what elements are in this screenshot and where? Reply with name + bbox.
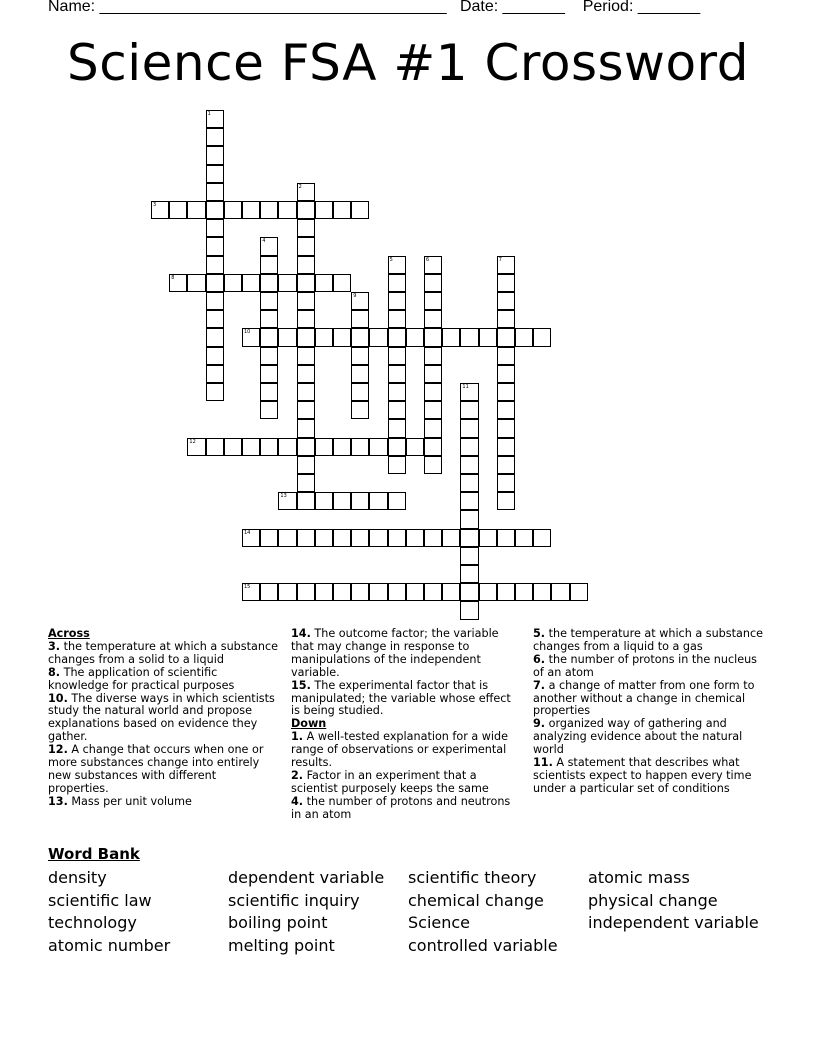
crossword-cell[interactable] bbox=[278, 492, 296, 510]
crossword-cell[interactable] bbox=[497, 438, 515, 456]
crossword-cell[interactable] bbox=[297, 419, 315, 437]
crossword-cell[interactable] bbox=[206, 183, 224, 201]
crossword-cell[interactable] bbox=[424, 274, 442, 292]
crossword-cell[interactable] bbox=[224, 201, 242, 219]
crossword-cell[interactable] bbox=[151, 201, 169, 219]
crossword-cell[interactable] bbox=[406, 328, 424, 346]
crossword-cell[interactable] bbox=[260, 583, 278, 601]
clue-number: 10 bbox=[244, 329, 251, 336]
crossword-cell[interactable] bbox=[206, 292, 224, 310]
crossword-cell[interactable] bbox=[497, 529, 515, 547]
clue-down-9: 9. organized way of gathering and analyzing evidence about the natural world bbox=[533, 717, 743, 757]
crossword-cell[interactable] bbox=[333, 583, 351, 601]
crossword-cell[interactable] bbox=[388, 456, 406, 474]
clue-across-14: 14. The outcome factor; the variable that may change in response to manipulations of the independent variable. bbox=[291, 627, 499, 679]
crossword-cell[interactable] bbox=[388, 583, 406, 601]
word-bank-item: dependent variable bbox=[228, 868, 385, 887]
crossword-cell[interactable] bbox=[333, 492, 351, 510]
crossword-cell[interactable] bbox=[278, 529, 296, 547]
clue-number: 11 bbox=[462, 384, 469, 390]
clue-across-13: 13. Mass per unit volume bbox=[48, 794, 192, 808]
crossword-cell[interactable] bbox=[297, 237, 315, 255]
clues-column-3 bbox=[533, 628, 771, 796]
crossword-cell[interactable] bbox=[460, 456, 478, 474]
crossword-cell[interactable] bbox=[242, 274, 260, 292]
crossword-cell[interactable] bbox=[297, 529, 315, 547]
crossword-cell[interactable] bbox=[497, 292, 515, 310]
word-bank-item: boiling point bbox=[228, 913, 328, 932]
word-bank-item: controlled variable bbox=[408, 936, 558, 955]
crossword-cell[interactable] bbox=[497, 456, 515, 474]
word-bank-item: chemical change bbox=[408, 891, 544, 910]
crossword-cell[interactable] bbox=[497, 310, 515, 328]
clue-number: 7 bbox=[498, 256, 502, 263]
crossword-cell[interactable] bbox=[479, 529, 497, 547]
crossword-cell[interactable] bbox=[187, 438, 205, 456]
word-bank-item: scientific theory bbox=[408, 868, 537, 887]
clue-number: 12 bbox=[189, 438, 196, 445]
crossword-cell[interactable] bbox=[351, 583, 369, 601]
across-heading: Across bbox=[48, 627, 90, 640]
crossword-cell[interactable] bbox=[351, 201, 369, 219]
clue-down-7: 7. a change of matter from one form to another without a change in chemical properties bbox=[533, 678, 755, 718]
crossword-cell[interactable] bbox=[206, 256, 224, 274]
crossword-cell[interactable] bbox=[460, 419, 478, 437]
crossword-cell[interactable] bbox=[206, 274, 224, 292]
crossword-cell[interactable] bbox=[187, 201, 205, 219]
crossword-cell[interactable] bbox=[388, 419, 406, 437]
crossword-cell[interactable] bbox=[460, 601, 478, 619]
crossword-cell[interactable] bbox=[297, 438, 315, 456]
crossword-cell[interactable] bbox=[297, 456, 315, 474]
clue-down-6: 6. the number of protons in the nucleus of an atom bbox=[533, 652, 758, 679]
crossword-cell[interactable] bbox=[515, 529, 533, 547]
crossword-cell[interactable] bbox=[297, 274, 315, 292]
crossword-cell[interactable] bbox=[333, 529, 351, 547]
crossword-cell[interactable] bbox=[242, 328, 260, 346]
word-bank-item: atomic mass bbox=[588, 868, 690, 887]
crossword-cell[interactable] bbox=[388, 529, 406, 547]
crossword-cell[interactable] bbox=[424, 310, 442, 328]
clue-number: 3 bbox=[153, 202, 157, 208]
crossword-cell[interactable] bbox=[315, 201, 333, 219]
crossword-cell[interactable] bbox=[206, 347, 224, 365]
crossword-cell[interactable] bbox=[260, 328, 278, 346]
crossword-cell[interactable] bbox=[297, 383, 315, 401]
crossword-cell[interactable] bbox=[206, 310, 224, 328]
crossword-cell[interactable] bbox=[369, 529, 387, 547]
crossword-cell[interactable] bbox=[351, 383, 369, 401]
clue-across-12: 12. A change that occurs when one or more substances change into entirely new substances with different properties. bbox=[48, 743, 264, 795]
crossword-cell[interactable] bbox=[424, 328, 442, 346]
crossword-cell[interactable] bbox=[351, 438, 369, 456]
crossword-cell[interactable] bbox=[515, 328, 533, 346]
crossword-cell[interactable] bbox=[351, 529, 369, 547]
crossword-cell[interactable] bbox=[278, 201, 296, 219]
clues-column-2 bbox=[291, 628, 517, 822]
crossword-cell[interactable] bbox=[479, 583, 497, 601]
crossword-cell[interactable] bbox=[315, 529, 333, 547]
crossword-cell[interactable] bbox=[260, 365, 278, 383]
crossword-cell[interactable] bbox=[297, 310, 315, 328]
crossword-cell[interactable] bbox=[260, 383, 278, 401]
crossword-cell[interactable] bbox=[388, 310, 406, 328]
crossword-cell[interactable] bbox=[260, 401, 278, 419]
crossword-cell[interactable] bbox=[515, 583, 533, 601]
word-bank-item: scientific law bbox=[48, 891, 152, 910]
clue-across-8: 8. The application of scientific knowledge for practical purposes bbox=[48, 665, 235, 692]
crossword-cell[interactable] bbox=[351, 365, 369, 383]
word-bank-item: density bbox=[48, 868, 107, 887]
crossword-cell[interactable] bbox=[297, 256, 315, 274]
crossword-cell[interactable] bbox=[388, 347, 406, 365]
header-fields: Name: _______________________________________ Date: _______ Period: _______ bbox=[48, 0, 701, 15]
crossword-cell[interactable] bbox=[369, 583, 387, 601]
crossword-cell[interactable] bbox=[388, 492, 406, 510]
crossword-cell[interactable] bbox=[297, 183, 315, 201]
crossword-cell[interactable] bbox=[333, 274, 351, 292]
word-bank-item: scientific inquiry bbox=[228, 891, 360, 910]
crossword-cell[interactable] bbox=[351, 292, 369, 310]
crossword-cell[interactable] bbox=[242, 529, 260, 547]
crossword-cell[interactable] bbox=[497, 256, 515, 274]
crossword-cell[interactable] bbox=[424, 583, 442, 601]
crossword-cell[interactable] bbox=[260, 237, 278, 255]
clue-across-3: 3. the temperature at which a substance changes from a solid to a liquid bbox=[48, 639, 278, 666]
crossword-cell[interactable] bbox=[460, 474, 478, 492]
crossword-cell[interactable] bbox=[315, 438, 333, 456]
crossword-cell[interactable] bbox=[315, 328, 333, 346]
crossword-cell[interactable] bbox=[388, 274, 406, 292]
clue-down-4: 4. the number of protons and neutrons in an atom bbox=[291, 794, 511, 821]
crossword-cell[interactable] bbox=[206, 383, 224, 401]
crossword-cell[interactable] bbox=[460, 383, 478, 401]
crossword-cell[interactable] bbox=[388, 256, 406, 274]
crossword-cell[interactable] bbox=[297, 583, 315, 601]
crossword-cell[interactable] bbox=[570, 583, 588, 601]
crossword-cell[interactable] bbox=[242, 201, 260, 219]
crossword-cell[interactable] bbox=[424, 292, 442, 310]
crossword-cell[interactable] bbox=[424, 347, 442, 365]
crossword-cell[interactable] bbox=[406, 583, 424, 601]
crossword-cell[interactable] bbox=[369, 438, 387, 456]
crossword-cell[interactable] bbox=[497, 401, 515, 419]
crossword-cell[interactable] bbox=[424, 383, 442, 401]
crossword-cell[interactable] bbox=[297, 292, 315, 310]
crossword-cell[interactable] bbox=[533, 583, 551, 601]
crossword-cell[interactable] bbox=[388, 401, 406, 419]
crossword-cell[interactable] bbox=[260, 292, 278, 310]
crossword-cell[interactable] bbox=[479, 328, 497, 346]
crossword-cell[interactable] bbox=[224, 438, 242, 456]
clue-number: 2 bbox=[298, 183, 302, 190]
crossword-cell[interactable] bbox=[424, 438, 442, 456]
crossword-cell[interactable] bbox=[260, 347, 278, 365]
crossword-cell[interactable] bbox=[297, 347, 315, 365]
clues-column-1 bbox=[48, 628, 280, 809]
clue-number: 4 bbox=[262, 238, 266, 245]
crossword-cell[interactable] bbox=[333, 438, 351, 456]
crossword-cell[interactable] bbox=[369, 492, 387, 510]
crossword-cell[interactable] bbox=[406, 438, 424, 456]
crossword-cell[interactable] bbox=[169, 274, 187, 292]
crossword-cell[interactable] bbox=[442, 583, 460, 601]
crossword-cell[interactable] bbox=[424, 365, 442, 383]
down-heading: Down bbox=[291, 717, 327, 731]
crossword-cell[interactable] bbox=[206, 219, 224, 237]
crossword-cell[interactable] bbox=[206, 237, 224, 255]
crossword-cell[interactable] bbox=[388, 292, 406, 310]
crossword-cell[interactable] bbox=[333, 328, 351, 346]
crossword-cell[interactable] bbox=[351, 492, 369, 510]
crossword-cell[interactable] bbox=[242, 583, 260, 601]
crossword-cell[interactable] bbox=[297, 492, 315, 510]
clue-number: 9 bbox=[353, 293, 357, 299]
crossword-cell[interactable] bbox=[497, 274, 515, 292]
crossword-cell[interactable] bbox=[206, 438, 224, 456]
clue-down-5: 5. the temperature at which a substance changes from a liquid to a gas bbox=[533, 627, 763, 653]
word-bank-item: atomic number bbox=[48, 936, 171, 955]
clue-number: 5 bbox=[389, 256, 393, 263]
clue-number: 14 bbox=[244, 529, 251, 536]
crossword-cell[interactable] bbox=[424, 456, 442, 474]
word-bank-title: Word Bank bbox=[48, 845, 140, 863]
crossword-cell[interactable] bbox=[460, 438, 478, 456]
crossword-cell[interactable] bbox=[497, 365, 515, 383]
crossword-cell[interactable] bbox=[533, 529, 551, 547]
crossword-cell[interactable] bbox=[460, 547, 478, 565]
crossword-cell[interactable] bbox=[406, 529, 424, 547]
crossword-cell[interactable] bbox=[206, 110, 224, 128]
crossword-cell[interactable] bbox=[260, 310, 278, 328]
crossword-cell[interactable] bbox=[460, 510, 478, 528]
crossword-cell[interactable] bbox=[533, 328, 551, 346]
crossword-cell[interactable] bbox=[351, 347, 369, 365]
crossword-cell[interactable] bbox=[388, 438, 406, 456]
crossword-cell[interactable] bbox=[351, 310, 369, 328]
crossword-cell[interactable] bbox=[187, 274, 205, 292]
crossword-cell[interactable] bbox=[497, 347, 515, 365]
crossword-cell[interactable] bbox=[460, 492, 478, 510]
clue-number: 1 bbox=[207, 111, 211, 117]
clue-down-1: 1. A well-tested explanation for a wide range of observations or experimental results. bbox=[291, 730, 509, 770]
crossword-cell[interactable] bbox=[424, 401, 442, 419]
crossword-cell[interactable] bbox=[206, 328, 224, 346]
crossword-cell[interactable] bbox=[333, 201, 351, 219]
crossword-cell[interactable] bbox=[206, 201, 224, 219]
crossword-cell[interactable] bbox=[460, 583, 478, 601]
crossword-cell[interactable] bbox=[206, 365, 224, 383]
word-bank-item: physical change bbox=[588, 891, 718, 910]
crossword-cell[interactable] bbox=[497, 383, 515, 401]
crossword-cell[interactable] bbox=[460, 565, 478, 583]
clue-number: 13 bbox=[280, 493, 287, 500]
word-bank-item: technology bbox=[48, 913, 137, 932]
crossword-cell[interactable] bbox=[224, 274, 242, 292]
crossword-cell[interactable] bbox=[497, 328, 515, 346]
crossword-cell[interactable] bbox=[497, 419, 515, 437]
clue-across-10: 10. The diverse ways in which scientists study the natural world and propose explanations based on evidence they gather. bbox=[48, 691, 275, 744]
crossword-cell[interactable] bbox=[388, 365, 406, 383]
crossword-cell[interactable] bbox=[497, 492, 515, 510]
crossword-cell[interactable] bbox=[278, 328, 296, 346]
crossword-cell[interactable] bbox=[169, 201, 187, 219]
crossword-cell[interactable] bbox=[260, 274, 278, 292]
crossword-cell[interactable] bbox=[278, 583, 296, 601]
crossword-cell[interactable] bbox=[297, 474, 315, 492]
word-bank-item: melting point bbox=[228, 936, 335, 955]
clue-down-2: 2. Factor in an experiment that a scientist purposely keeps the same bbox=[291, 768, 489, 795]
crossword-cell[interactable] bbox=[206, 128, 224, 146]
crossword-cell[interactable] bbox=[497, 474, 515, 492]
crossword-cell[interactable] bbox=[260, 529, 278, 547]
crossword-cell[interactable] bbox=[206, 146, 224, 164]
crossword-cell[interactable] bbox=[388, 328, 406, 346]
crossword-cell[interactable] bbox=[460, 328, 478, 346]
crossword-cell[interactable] bbox=[442, 529, 460, 547]
crossword-cell[interactable] bbox=[315, 492, 333, 510]
crossword-cell[interactable] bbox=[206, 165, 224, 183]
page-title: Science FSA #1 Crossword bbox=[67, 34, 749, 92]
crossword-cell[interactable] bbox=[260, 201, 278, 219]
crossword-cell[interactable] bbox=[351, 328, 369, 346]
crossword-cell[interactable] bbox=[260, 438, 278, 456]
crossword-cell[interactable] bbox=[278, 438, 296, 456]
crossword-cell[interactable] bbox=[388, 383, 406, 401]
clue-number: 6 bbox=[426, 256, 430, 263]
crossword-cell[interactable] bbox=[551, 583, 569, 601]
crossword-cell[interactable] bbox=[442, 328, 460, 346]
crossword-cell[interactable] bbox=[242, 438, 260, 456]
crossword-cell[interactable] bbox=[460, 529, 478, 547]
clue-down-11: 11. A statement that describes what scientists expect to happen every time under a particular set of conditions bbox=[533, 756, 752, 795]
clue-number: 8 bbox=[171, 274, 175, 281]
word-bank-item: independent variable bbox=[588, 913, 759, 932]
crossword-cell[interactable] bbox=[369, 328, 387, 346]
crossword-cell[interactable] bbox=[424, 256, 442, 274]
crossword-cell[interactable] bbox=[351, 401, 369, 419]
word-bank-item: Science bbox=[408, 913, 471, 932]
crossword-cell[interactable] bbox=[297, 219, 315, 237]
clue-across-15: 15. The experimental factor that is manipulated; the variable whose effect is being studied. bbox=[291, 678, 511, 718]
crossword-cell[interactable] bbox=[315, 274, 333, 292]
crossword-cell[interactable] bbox=[424, 529, 442, 547]
crossword-cell[interactable] bbox=[297, 365, 315, 383]
crossword-cell[interactable] bbox=[424, 419, 442, 437]
crossword-cell[interactable] bbox=[497, 583, 515, 601]
crossword-cell[interactable] bbox=[297, 328, 315, 346]
crossword-cell[interactable] bbox=[297, 401, 315, 419]
crossword-cell[interactable] bbox=[278, 274, 296, 292]
crossword-cell[interactable] bbox=[260, 256, 278, 274]
crossword-cell[interactable] bbox=[460, 401, 478, 419]
crossword-cell[interactable] bbox=[297, 201, 315, 219]
clue-number: 15 bbox=[244, 584, 251, 591]
crossword-cell[interactable] bbox=[315, 583, 333, 601]
